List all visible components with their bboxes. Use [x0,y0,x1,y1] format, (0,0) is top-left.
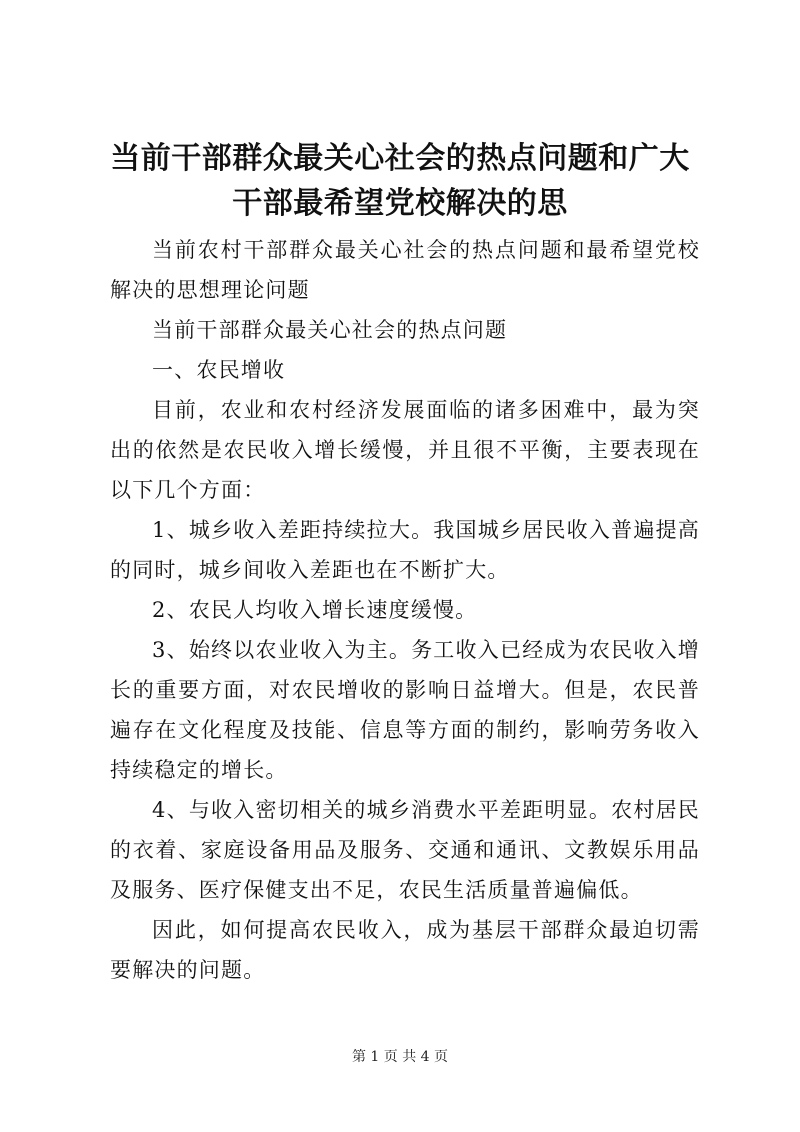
paragraph-intro: 当前农村干部群众最关心社会的热点问题和最希望党校解决的思想理论问题 [110,238,700,302]
document-title: 当前干部群众最关心社会的热点问题和广大干部最希望党校解决的思 [110,141,690,221]
paragraph-subheading: 一、农民增收 [152,358,286,382]
paragraph-point-3: 3、始终以农业收入为主。务工收入已经成为农民收入增长的重要方面，对农民增收的影响日益增大。但是，农民普遍存在文化程度及技能、信息等方面的制约，影响劳务收入持续稳定的增长。 [110,638,700,782]
paragraph-section-heading: 当前干部群众最关心社会的热点问题 [152,318,508,342]
document-body [110,230,700,990]
paragraph-point-2: 2、农民人均收入增长速度缓慢。 [152,598,478,622]
paragraph-overview: 目前，农业和农村经济发展面临的诸多困难中，最为突出的依然是农民收入增长缓慢，并且很不平衡，主要表现在以下几个方面： [110,398,700,502]
paragraph-point-4: 4、与收入密切相关的城乡消费水平差距明显。农村居民的衣着、家庭设备用品及服务、交通和通讯、文教娱乐用品及服务、医疗保健支出不足，农民生活质量普遍偏低。 [110,798,700,902]
paragraph-conclusion: 因此，如何提高农民收入，成为基层干部群众最迫切需要解决的问题。 [110,918,700,982]
page-footer: 第 1 页 共 4 页 [351,1049,449,1065]
paragraph-point-1: 1、城乡收入差距持续拉大。我国城乡居民收入普遍提高的同时，城乡间收入差距也在不断扩大。 [110,518,700,582]
